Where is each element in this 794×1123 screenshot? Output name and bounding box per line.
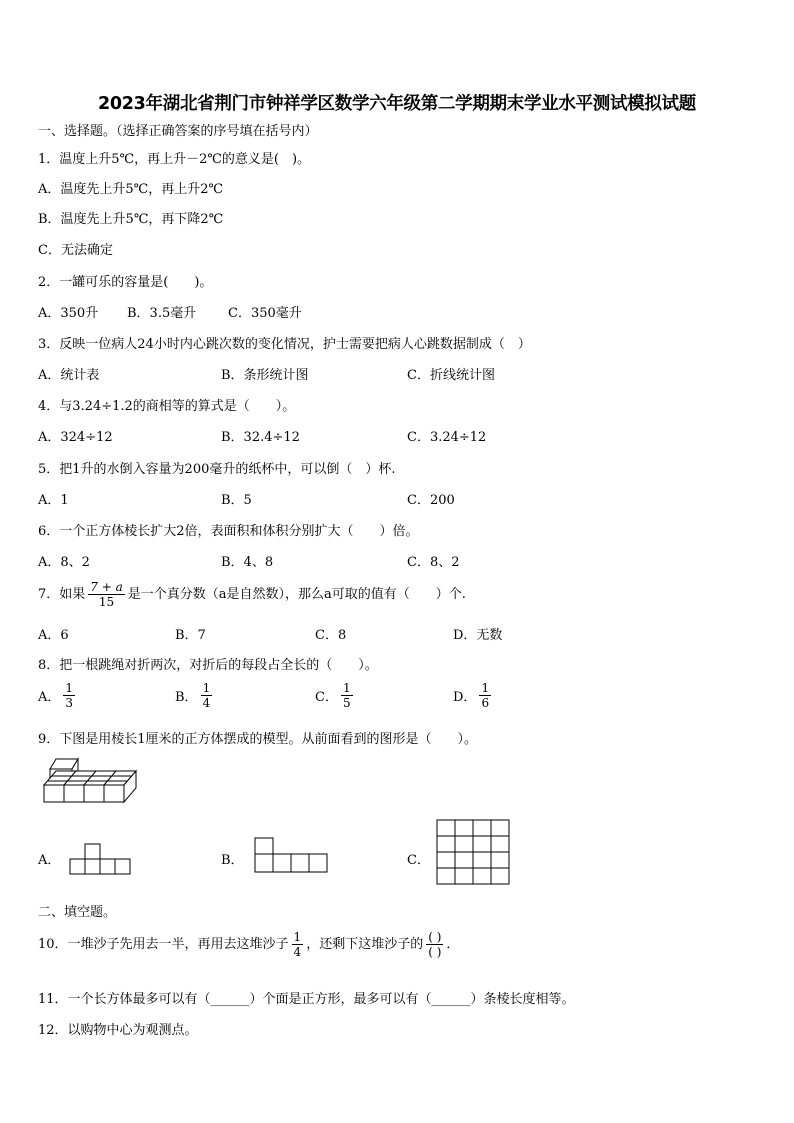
q4-option-a: A．324÷12: [38, 430, 113, 445]
q5-option-c: C．200: [407, 493, 455, 508]
q4-option-c: C．3.24÷12: [407, 430, 487, 445]
q10-text-pre: 10．一堆沙子先用去一半，再用去这堆沙子: [38, 937, 289, 952]
q3-option-c: C．折线统计图: [407, 368, 495, 383]
front-cube-4: [104, 785, 124, 802]
q8-option-a-label: A．: [38, 690, 61, 705]
q8-option-a-fraction: [63, 681, 75, 710]
front-cube-1: [44, 785, 64, 802]
q8-option-c-fraction: [341, 681, 353, 710]
q10-answer-blank[interactable]: [426, 930, 443, 959]
q1-option-c: C．无法确定: [38, 243, 113, 258]
q7-option-b: B．7: [175, 628, 206, 643]
question-11: 11．一个长方体最多可以有（______）个面是正方形，最多可以有（______）条棱长度相等。: [38, 992, 575, 1007]
question-4: 4．与3.24÷1.2的商相等的算式是（ ）。: [38, 399, 296, 414]
blank-denominator: ( ): [428, 945, 442, 959]
q5-option-b: B．5: [221, 493, 252, 508]
q9-option-a-figure: [70, 842, 132, 876]
question-7: [38, 580, 466, 609]
q9-option-c: C．: [407, 853, 430, 868]
fraction-numerator: 1: [293, 930, 302, 944]
fraction-denominator: 4: [293, 945, 302, 959]
q8-option-b: [175, 681, 215, 710]
q6-option-c: C．8、2: [407, 555, 460, 570]
question-5: 5．把1升的水倒入容量为200毫升的纸杯中，可以倒（ ）杯.: [38, 462, 396, 477]
q8-option-b-fraction: [201, 681, 213, 710]
question-1: 1．温度上升5℃，再上升－2℃的意义是( )。: [38, 152, 311, 167]
question-6: 6．一个正方体棱长扩大2倍，表面积和体积分别扩大（ ）倍。: [38, 524, 419, 539]
question-2: 2．一罐可乐的容量是( )。: [38, 275, 213, 290]
fraction-denominator: 6: [481, 696, 490, 710]
q3-option-b: B．条形统计图: [221, 368, 309, 383]
q7-option-c: C．8: [315, 628, 347, 643]
q4-option-b: B．32.4÷12: [221, 430, 300, 445]
question-3: 3．反映一位病人24小时内心跳次数的变化情况，护士需要把病人心跳数据制成（ ）: [38, 337, 531, 352]
front-cube-2: [64, 785, 84, 802]
q8-option-a: [38, 681, 78, 710]
q9-option-a: A．: [38, 853, 61, 868]
question-9: 9．下图是用棱长1厘米的正方体摆成的模型。从前面看到的图形是（ ）。: [38, 732, 478, 747]
q5-option-a: A．1: [38, 493, 69, 508]
q2-option-c: C．350毫升: [228, 306, 302, 321]
q10-text-mid: ，还剩下这堆沙子的: [306, 937, 424, 952]
q2-option-b: B．3.5毫升: [127, 306, 197, 321]
q7-fraction-denominator: 15: [98, 595, 115, 609]
q9-option-b: B．: [221, 853, 244, 868]
q1-option-b: B．温度先上升5℃，再下降2℃: [38, 212, 224, 227]
question-8: 8．把一根跳绳对折两次，对折后的每段占全长的（ ）。: [38, 658, 378, 673]
fraction-numerator: 1: [342, 681, 351, 695]
q6-option-a: A．8、2: [38, 555, 90, 570]
question-12: 12．以购物中心为观测点。: [38, 1023, 198, 1038]
section-2-heading: 二、填空题。: [38, 905, 117, 920]
fraction-denominator: 5: [342, 696, 351, 710]
q2-option-a: A．350升: [38, 306, 99, 321]
q7-option-d: D．无数: [453, 628, 503, 643]
q9-option-b-figure: [255, 838, 329, 874]
fraction-numerator: 1: [481, 681, 490, 695]
q10-fraction: [292, 930, 304, 959]
q7-fraction-numerator: 7 + a: [90, 580, 123, 594]
section-1-heading: 一、选择题。（选择正确答案的序号填在括号内）: [38, 124, 318, 139]
q8-option-c: [315, 681, 356, 710]
q7-fraction: [88, 580, 124, 609]
q6-option-b: B．4、8: [221, 555, 274, 570]
cube-model-figure: [40, 755, 150, 805]
blank-numerator: ( ): [428, 930, 442, 944]
q7-option-a: A．6: [38, 628, 69, 643]
fraction-numerator: 1: [202, 681, 211, 695]
q7-text-pre: 7．如果: [38, 587, 86, 602]
fraction-numerator: 1: [65, 681, 74, 695]
q8-option-d-fraction: [479, 681, 491, 710]
page-title: 2023年湖北省荆门市钟祥学区数学六年级第二学期期末学业水平测试模拟试题: [98, 94, 696, 114]
q8-option-d: [453, 681, 494, 710]
fraction-denominator: 4: [202, 696, 211, 710]
front-cube-3: [84, 785, 104, 802]
q8-option-b-label: B．: [175, 690, 198, 705]
fraction-denominator: 3: [65, 696, 74, 710]
q10-text-post: ．: [446, 937, 460, 952]
question-10: [38, 930, 459, 959]
q1-option-a: A．温度先上升5℃，再上升2℃: [38, 182, 224, 197]
q9-option-c-figure: [437, 820, 511, 886]
q8-option-d-label: D．: [453, 690, 477, 705]
q8-option-c-label: C．: [315, 690, 338, 705]
q7-text-post: 是一个真分数（a是自然数），那么a可取的值有（ ）个.: [127, 587, 466, 602]
q3-option-a: A．统计表: [38, 368, 100, 383]
